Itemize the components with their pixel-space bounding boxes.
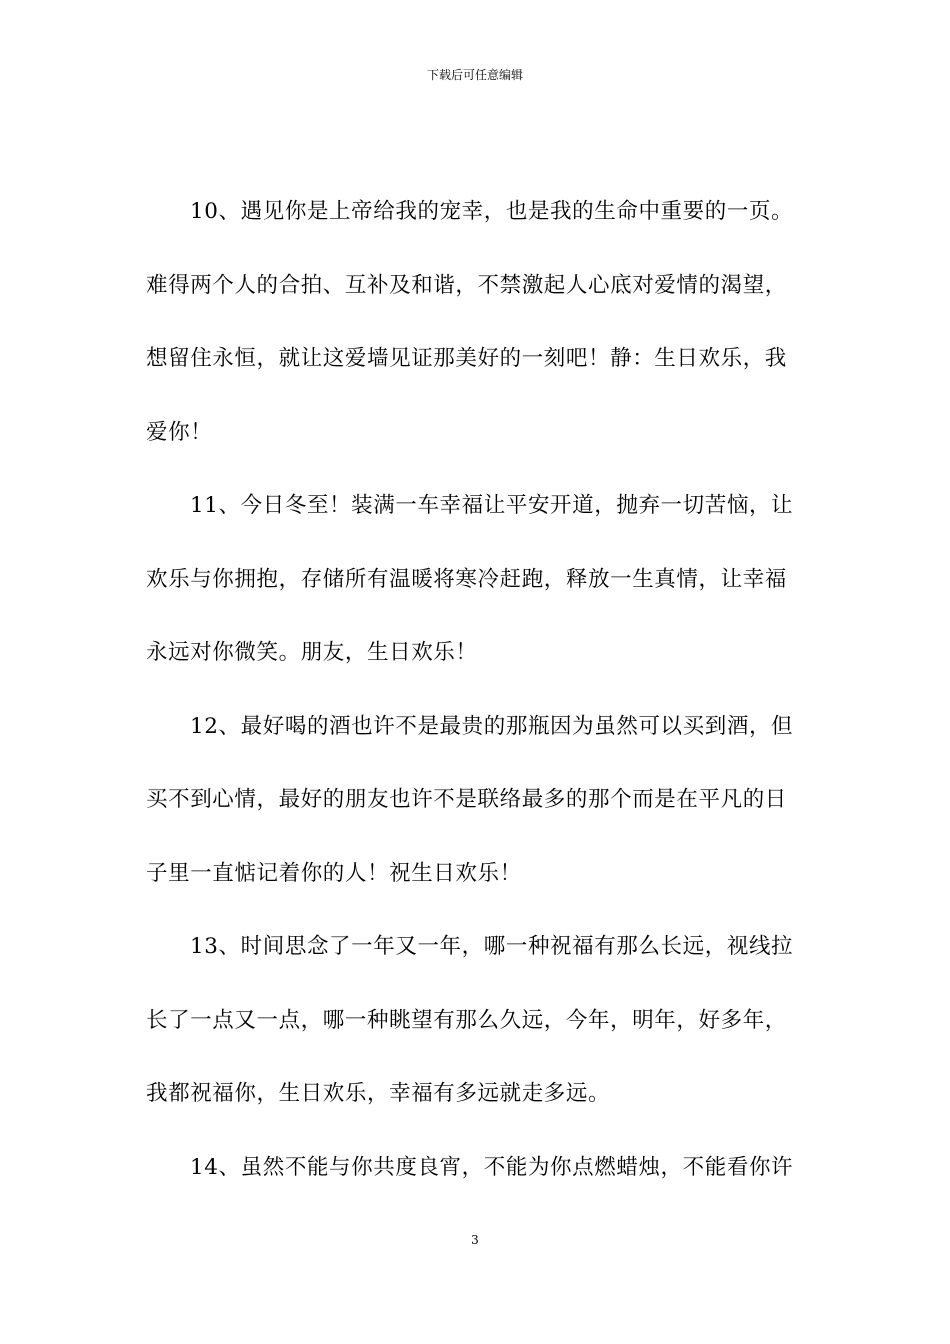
- text-line: 子里一直惦记着你的人！祝生日欢乐！: [146, 860, 522, 886]
- text-line: 13、时间思念了一年又一年，哪一种祝福有那么长远，视线拉: [190, 934, 794, 959]
- text-line: 我都祝福你，生日欢乐，幸福有多远就走多远。: [146, 1081, 611, 1106]
- text-line: 14、虽然不能与你共度良宵，不能为你点燃蜡烛，不能看你许: [190, 1154, 794, 1180]
- page-footer: [0, 1233, 950, 1247]
- text-line: 买不到心情，最好的朋友也许不是联络最多的那个而是在平凡的日: [146, 787, 787, 812]
- text-line: 爱你！: [146, 419, 213, 445]
- text-line: 永远对你微笑。朋友，生日欢乐！: [146, 640, 478, 665]
- text-line: 11、今日冬至！装满一车幸福让平安开道，抛弃一切苦恼，让: [190, 493, 794, 518]
- text-line: 12、最好喝的酒也许不是最贵的那瓶因为虽然可以买到酒，但: [190, 713, 794, 739]
- page-number: 3: [471, 1233, 479, 1247]
- text-line: 10、遇见你是上帝给我的宠幸，也是我的生命中重要的一页。: [190, 199, 794, 224]
- text-line: 长了一点又一点，哪一种眺望有那么久远，今年，明年，好多年，: [146, 1007, 787, 1033]
- text-line: 想留住永恒，就让这爱墙见证那美好的一刻吧！静：生日欢乐，我: [146, 346, 787, 371]
- page-header: [0, 68, 950, 82]
- text-line: 难得两个人的合拍、互补及和谐，不禁激起人心底对爱情的渴望，: [146, 272, 787, 298]
- text-line: 欢乐与你拥抱，存储所有温暖将寒冷赶跑，释放一生真情，让幸福: [146, 566, 787, 592]
- header-text: 下载后可任意编辑: [426, 68, 523, 82]
- document-body: [146, 197, 810, 1226]
